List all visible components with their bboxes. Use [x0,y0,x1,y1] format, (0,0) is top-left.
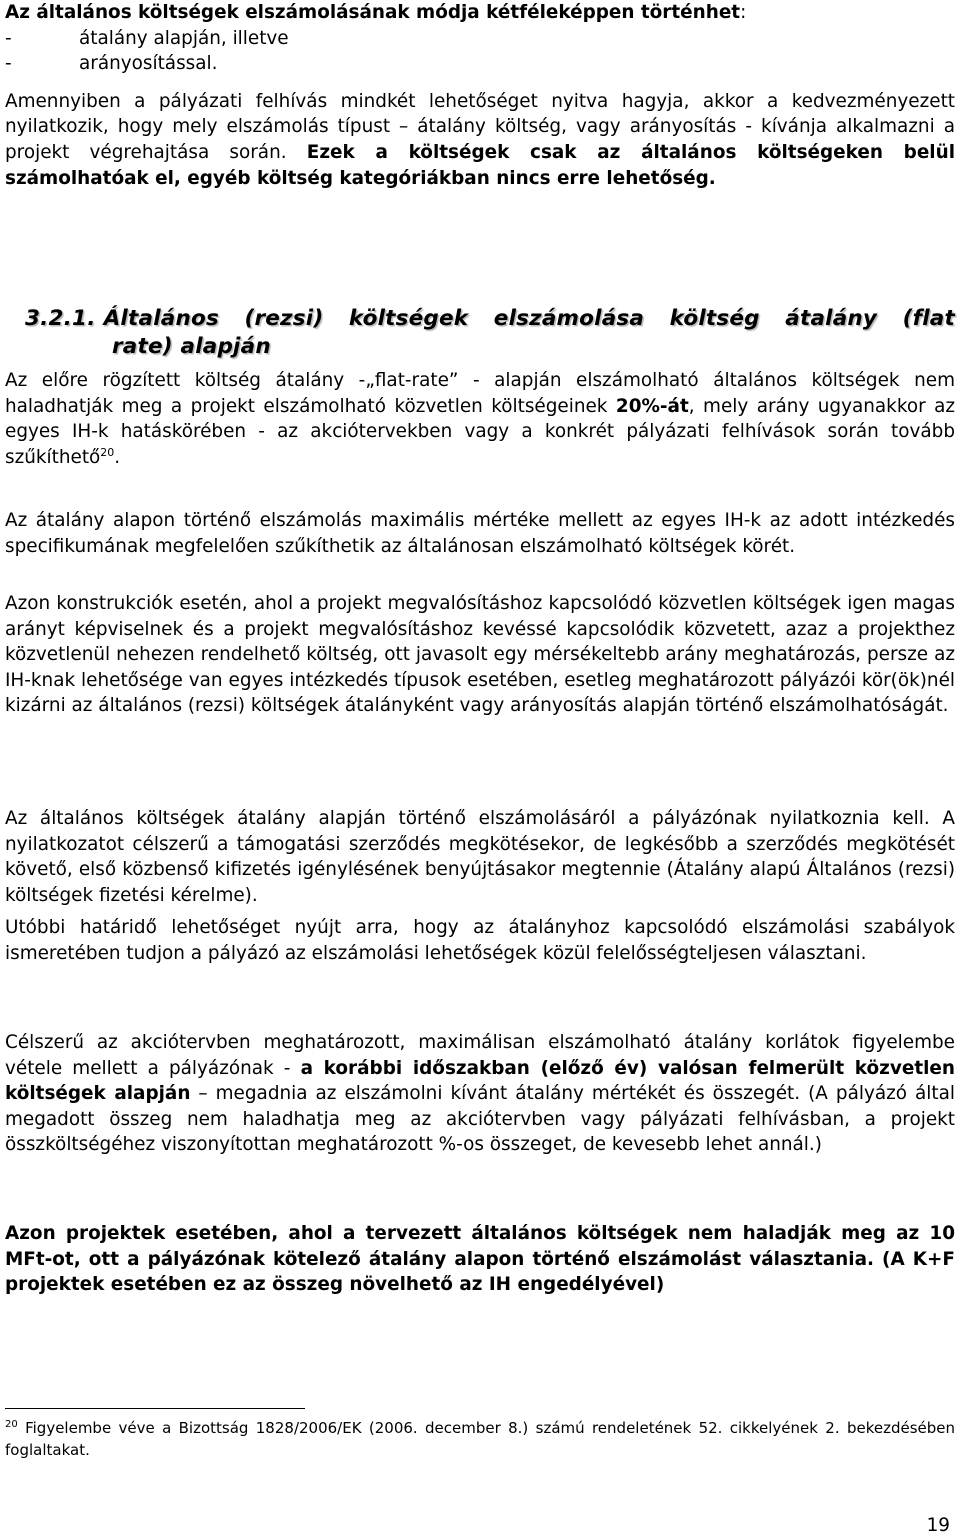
paragraph-max-rate [5,508,955,559]
paragraph-text: Utóbbi határidő lehetőséget nyújt arra, hogy az átalányhoz kapcsolódó elszámolási szabályok ismeretében tudjon a pályázó az elszámolási lehetőségek közül felelősségteljesen választani. [5,917,955,964]
intro-title [5,0,955,26]
intro-block [5,0,955,191]
intro-paragraph-bold: Ezek a költségek csak az általános költségeken belül számolhatóak el, egyéb költség kategóriákban nincs erre lehetőség. [5,141,955,189]
list-item-text: arányosítással. [79,53,218,75]
paragraph-text-a: Célszerű az akciótervben meghatározott, maximálisan elszámolható átalány korlátok figyelembe vétele mellett a pályázónak - [5,1032,955,1079]
paragraph-constructions [5,591,955,719]
paragraph-bold-percent: 20%-át [615,395,689,417]
section-heading [25,305,955,361]
intro-paragraph-text: Amennyiben a pályázati felhívás mindkét lehetőséget nyitva hagyja, akkor a kedvezményezett nyilatkozik, hogy mely elszámolás típust – átalány költség, vagy arányosítás - kívánja alkalmazni a projekt végrehajtása során. [5,90,955,163]
paragraph-action-plan [5,1030,955,1158]
paragraph-text-b: – megadnia az elszámolni kívánt átalány mértékét és összegét. (A pályázó által megadott összeg nem haladhatja meg az akciótervben vagy pályázati felhívásban, a projekt összköltségéhez viszonyítottan meghatározott %-os összeget, de kevesebb lehet annál.) [5,1083,955,1156]
paragraph-text-c: . [114,446,121,468]
section-title-line1: Általános (rezsi) költségek elszámolása költség átalány (flat [103,306,955,331]
footnote-divider [5,1408,305,1409]
paragraph-flat-rate [5,368,955,470]
section-heading-line1 [25,305,955,333]
paragraph-text [5,1030,955,1158]
paragraph-text-a: Az előre rögzített költség átalány -„flat-rate” - alapján elszámolható általános költségek nem haladhatják meg a projekt elszámolható közvetlen költségeinek [5,370,955,417]
paragraph-text: Az átalány alapon történő elszámolás maximális mértéke mellett az egyes IH-k az adott intézkedés specifikumának megfelelően szűkíthetik az általánosan elszámolható költségek körét. [5,510,955,557]
footnote-text: Figyelembe véve a Bizottság 1828/2006/EK (2006. december 8.) számú rendeletének 52. cikkelyének 2. bekezdésében foglaltakat. [5,1419,955,1459]
page-number: 19 [926,1515,950,1536]
paragraph-text-b: , mely arány ugyanakkor az egyes IH-k hatáskörében - az akciótervekben vagy a konkrét pályázati felhívások során tovább szűkíthető [5,395,956,468]
list-dash: - [5,53,12,75]
list-item [5,26,955,52]
paragraph-text-bold: Azon projektek esetében, ahol a tervezett általános költségek nem haladják meg az 10 MFt-ot, ott a pályázónak kötelező átalány alapon történő elszámolást választania. (A K+F projektek esetében ez az összeg növelhető az IH engedélyével) [5,1223,955,1296]
paragraph-text: Azon konstrukciók esetén, ahol a projekt megvalósításhoz kapcsolódó közvetlen költségek igen magas arányt képviselnek és a projekt megvalósításhoz kevéssé kapcsolódik közvetett, azaz a projekthez közvetlenül nehezen rendelhető költség, ott javasolt egy mérsékeltebb arány meghatározás, persze az IH-knak lehetősége van egyes intézkedés típusok esetében, esetleg meghatározott pályázói kör(ök)nél kizárni az általános (rezsi) költségek átalányként vagy arányosítás alapján történő elszámolhatóságát. [5,593,955,717]
paragraph-mandatory [5,1221,955,1298]
footnote-number: 20 [5,1419,18,1430]
section-title-line2: rate) alapján [112,334,271,359]
paragraph-declaration [5,806,955,908]
paragraph-text [5,368,955,470]
paragraph-text: Az általános költségek átalány alapján történő elszámolásáról a pályázónak nyilatkoznia kell. A nyilatkozatot célszerű a támogatási szerződés megkötésekor, de legkésőbb a szerződés megkötését követő, első közbenső kifizetés igénylésének benyújtásakor megtennie (Átalány alapú Általános (rezsi) költségek fizetési kérelme). [5,808,955,906]
paragraph-bold: a korábbi időszakban (előző év) valósan felmerült közvetlen költségek alapján [5,1057,956,1105]
intro-paragraph [5,89,955,191]
footnote [5,1417,955,1461]
list-item-text: átalány alapján, illetve [79,27,289,49]
intro-title-text: Az általános költségek elszámolásának módja kétféleképpen történhet [5,2,741,23]
list-dash: - [5,27,12,49]
list-item [5,51,955,77]
section-number: 3.2.1. [25,306,96,331]
intro-title-colon: : [740,2,747,23]
footnote-reference[interactable]: 20 [100,445,115,459]
paragraph-deadline [5,915,955,966]
